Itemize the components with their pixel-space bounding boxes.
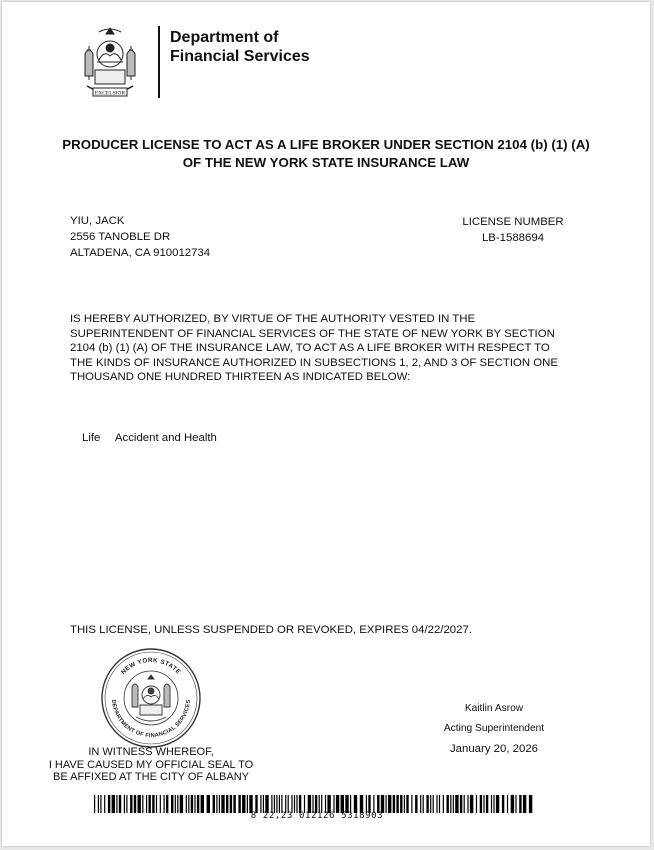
license-number-value: LB-1588694 — [481, 232, 545, 244]
title-line-1: PRODUCER LICENSE TO ACT AS A LIFE BROKER UNDER SECTION 2104 (b) (1) (A) — [62, 137, 590, 152]
barcode-bar — [104, 795, 105, 813]
barcode-bar — [149, 795, 151, 813]
witness-line-2: I HAVE CAUSED MY OFFICIAL SEAL TO — [48, 758, 254, 771]
barcode-bar — [502, 795, 504, 813]
barcode-bar — [470, 795, 473, 813]
license-document — [2, 2, 650, 846]
authorization-line-2: SUPERINTENDENT OF FINANCIAL SERVICES OF THE STATE OF NEW YORK BY SECTION — [70, 327, 555, 340]
licensee-name: YIU, JACK — [70, 215, 125, 227]
barcode-bar — [480, 795, 482, 813]
barcode-bar — [164, 795, 165, 813]
department-logo-text — [170, 28, 310, 66]
barcode-bar — [483, 795, 484, 813]
barcode-bar — [515, 795, 516, 813]
line-of-authority-item: Accident and Health — [114, 432, 217, 444]
barcode-bar — [464, 795, 465, 813]
svg-text:NEW YORK STATE: NEW YORK STATE — [119, 656, 183, 676]
barcode-bar — [460, 795, 462, 813]
barcode-bar — [152, 795, 154, 813]
barcode-bar — [447, 795, 449, 813]
barcode-bar — [453, 795, 454, 813]
barcode-bar — [94, 795, 95, 813]
licensee-city: ALTADENA, CA 910012734 — [70, 247, 211, 259]
barcode-bar — [443, 795, 444, 813]
barcode-bar — [476, 795, 477, 813]
barcode-bar — [496, 795, 499, 813]
issue-date: January 20, 2026 — [449, 743, 539, 755]
authorization-line-3: 2104 (b) (1) (A) OF THE INSURANCE LAW, TO ACT AS A LIFE BROKER WITH RESPECT TO — [70, 342, 550, 355]
barcode-bar — [491, 795, 492, 813]
barcode-bar — [175, 795, 176, 813]
barcode-bar — [511, 795, 514, 813]
signatory-name: Kaitlin Asrow — [464, 703, 524, 714]
barcode-bar — [126, 795, 127, 813]
license-number-block — [442, 214, 584, 246]
barcode-bar — [166, 795, 168, 813]
barcode-bar — [138, 795, 141, 813]
authorization-line-1: IS HEREBY AUTHORIZED, BY VIRTUE OF THE AUTHORITY VESTED IN THE — [70, 313, 476, 325]
barcode-number: 8 22,23 012126 5318903 — [250, 811, 384, 821]
barcode-bar — [486, 795, 488, 813]
barcode-bar — [180, 795, 183, 813]
barcode-bar — [171, 795, 173, 813]
logo-divider — [158, 26, 160, 98]
barcode-bar — [130, 795, 132, 813]
barcode-bar — [124, 795, 125, 813]
logo-line-2: Financial Services — [170, 48, 310, 65]
barcode-bar — [519, 795, 521, 813]
barcode-bar — [146, 795, 147, 813]
lines-of-authority — [82, 432, 229, 444]
signatory-title: Acting Superintendent — [443, 723, 545, 734]
barcode-bar — [177, 795, 178, 813]
barcode-bar — [186, 795, 187, 813]
new-york-state-seal-icon — [77, 24, 143, 100]
authorization-line-5: THOUSAND ONE HUNDRED THIRTEEN AS INDICATED BELOW: — [70, 371, 411, 384]
barcode-bar — [98, 795, 99, 813]
title-line-2: OF THE NEW YORK STATE INSURANCE LAW — [182, 155, 470, 170]
official-department-seal-icon — [100, 647, 202, 749]
authorization-paragraph — [70, 312, 626, 385]
witness-line-3: BE AFFIXED AT THE CITY OF ALBANY — [52, 771, 250, 784]
licensee-address — [70, 213, 210, 261]
barcode-bar — [156, 795, 157, 813]
barcode-bar — [134, 795, 136, 813]
barcode-bar — [507, 795, 508, 813]
license-title — [16, 136, 636, 172]
barcode-bar — [529, 795, 532, 813]
expiration-statement: THIS LICENSE, UNLESS SUSPENDED OR REVOKED, EXPIRES 04/22/2027. — [70, 624, 472, 636]
authorization-line-4: THE KINDS OF INSURANCE AUTHORIZED IN SUBSECTIONS 1, 2, AND 3 OF SECTION ONE — [70, 356, 558, 369]
barcode-bar — [108, 795, 110, 813]
logo-line-1: Department of — [170, 29, 279, 46]
barcode-bar — [467, 795, 468, 813]
witness-statement — [30, 746, 272, 784]
svg-text:EXCELSIOR: EXCELSIOR — [94, 90, 126, 97]
barcode-bar — [119, 795, 121, 813]
licensee-street: 2556 TANOBLE DR — [70, 231, 171, 243]
line-of-authority-item: Life — [82, 432, 101, 444]
barcode-bar — [142, 795, 143, 813]
svg-text:DEPARTMENT OF FINANCIAL SERVIC: DEPARTMENT OF FINANCIAL SERVICES — [109, 699, 193, 740]
barcode-bar — [450, 795, 451, 813]
barcode-bar — [100, 795, 101, 813]
barcode-bar — [116, 795, 117, 813]
barcode-bar — [455, 795, 458, 813]
license-number-label: LICENSE NUMBER — [462, 216, 564, 228]
barcode-bar — [112, 795, 115, 813]
barcode-bar — [493, 795, 494, 813]
barcode-bar — [188, 795, 189, 813]
signatory-block — [414, 699, 574, 759]
barcode-bar — [160, 795, 161, 813]
barcode-bar — [523, 795, 526, 813]
witness-line-1: IN WITNESS WHEREOF, — [88, 746, 214, 758]
